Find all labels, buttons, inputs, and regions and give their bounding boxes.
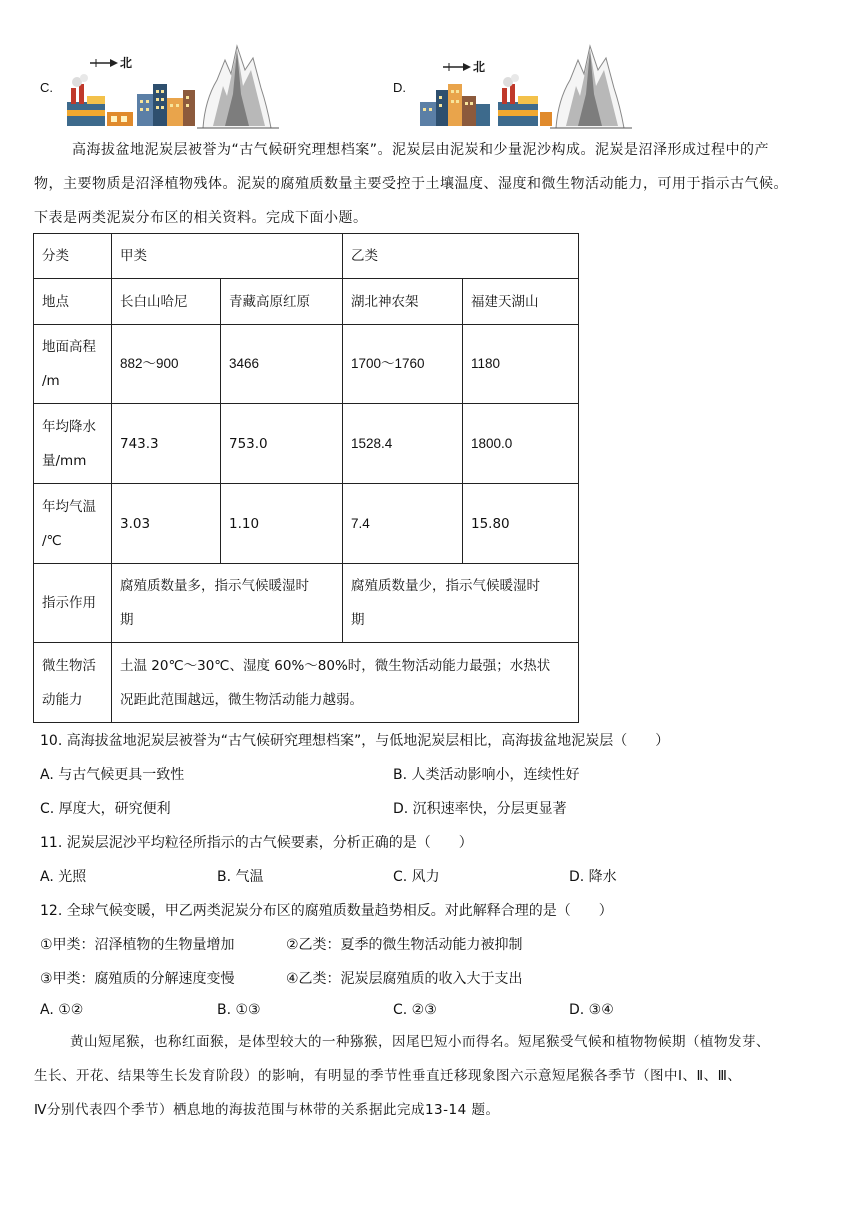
option-d[interactable]: D. ③④ xyxy=(569,1002,614,1018)
site-label: 地点 xyxy=(34,279,112,325)
option-b[interactable]: B. 人类活动影响小，连续性好 xyxy=(393,767,580,783)
option-d[interactable]: D. 沉积速率快，分层更显著 xyxy=(393,801,567,817)
value-cell: 15.80 xyxy=(463,484,579,564)
site-cell: 长白山哈尼 xyxy=(112,279,221,325)
intro-line-3: 下表是两类泥炭分布区的相关资料。完成下面小题。 xyxy=(34,210,368,226)
question-11-stem: 11. 泥炭层泥沙平均粒径所指示的古气候要素，分析正确的是（ ） xyxy=(40,835,473,851)
option-c[interactable]: C. 厚度大，研究便利 xyxy=(40,801,171,817)
peat-data-table xyxy=(33,233,579,723)
microbe-text-line: 土温 20℃～30℃、湿度 60%～80%时，微生物活动能力最强；水热状 xyxy=(120,657,551,674)
class-a-header: 甲类 xyxy=(112,234,343,279)
city-mountain-illustration xyxy=(65,40,285,135)
statement-4: ④乙类：泥炭层腐殖质的收入大于支出 xyxy=(286,971,523,987)
monkey-line-3: Ⅳ分别代表四个季节）栖息地的海拔范围与林带的关系据此完成13-14 题。 xyxy=(34,1102,500,1118)
monkey-line-2: 生长、开花、结果等生长发育阶段）的影响，有明显的季节性垂直迁移现象图六示意短尾猴各季节（图中Ⅰ、Ⅱ、Ⅲ、 xyxy=(34,1068,742,1084)
intro-line-1: 高海拔盆地泥炭层被誉为“古气候研究理想档案”。泥炭层由泥炭和少量泥沙构成。泥炭是沼泽形成过程中的产 xyxy=(72,142,770,158)
precip-label-line: 年均降水 xyxy=(42,418,96,435)
temp-label xyxy=(34,484,112,564)
indicator-a-cell xyxy=(112,564,343,643)
elevation-label-line: 地面高程 xyxy=(42,339,96,355)
site-cell: 青藏高原红原 xyxy=(221,279,343,325)
value-cell: 1180 xyxy=(463,325,579,404)
option-a[interactable]: A. 与古气候更具一致性 xyxy=(40,767,185,783)
option-c[interactable]: C. ②③ xyxy=(393,1002,437,1018)
option-a[interactable]: A. 光照 xyxy=(40,869,87,885)
indicator-a-line: 腐殖质数量多，指示气候暖湿时 xyxy=(120,578,309,594)
microbe-cell xyxy=(112,643,579,723)
table-row xyxy=(34,484,579,564)
figure-c-label: C. xyxy=(40,80,53,95)
value-cell: 882～900 xyxy=(112,325,221,404)
microbe-label xyxy=(34,643,112,723)
table-row xyxy=(34,564,579,643)
monkey-paragraph xyxy=(34,1025,829,1127)
site-cell: 福建天湖山 xyxy=(463,279,579,325)
intro-line-2: 物，主要物质是沼泽植物残体。泥炭的腐殖质数量主要受控于土壤温度、湿度和微生物活动能力，可用于指示古气候。 xyxy=(34,176,788,192)
microbe-text-line: 况距此范围越远，微生物活动能力越弱。 xyxy=(120,691,363,708)
city-mountain-illustration xyxy=(418,40,638,135)
elevation-label-line: /m xyxy=(42,373,60,389)
figure-d xyxy=(393,40,633,135)
option-c[interactable]: C. 风力 xyxy=(393,869,440,885)
north-label: 北 xyxy=(473,60,486,74)
statement-2: ②乙类：夏季的微生物活动能力被抑制 xyxy=(286,937,523,953)
value-cell: 1700～1760 xyxy=(343,325,463,404)
north-label: 北 xyxy=(120,56,133,70)
value-cell: 3.03 xyxy=(112,484,221,564)
precip-label xyxy=(34,404,112,484)
option-d[interactable]: D. 降水 xyxy=(569,869,617,885)
table-row xyxy=(34,325,579,404)
indicator-b-cell xyxy=(343,564,579,643)
temp-label-line: /℃ xyxy=(42,532,62,549)
precip-label-line: 量/mm xyxy=(42,452,87,469)
indicator-b-line: 期 xyxy=(351,612,365,628)
option-a[interactable]: A. ①② xyxy=(40,1002,84,1018)
indicator-a-line: 期 xyxy=(120,612,134,628)
statement-3: ③甲类：腐殖质的分解速度变慢 xyxy=(40,971,235,987)
value-cell: 7.4 xyxy=(343,484,463,564)
table-row xyxy=(34,404,579,484)
class-b-header: 乙类 xyxy=(343,234,579,279)
value-cell: 753.0 xyxy=(221,404,343,484)
indicator-b-line: 腐殖质数量少，指示气候暖湿时 xyxy=(351,578,540,594)
intro-paragraph xyxy=(34,133,829,235)
question-12-stem: 12. 全球气候变暖，甲乙两类泥炭分布区的腐殖质数量趋势相反。对此解释合理的是（ ） xyxy=(40,903,613,919)
elevation-label xyxy=(34,325,112,404)
value-cell: 1528.4 xyxy=(343,404,463,484)
monkey-line-1: 黄山短尾猴，也称红面猴，是体型较大的一种猕猴，因尾巴短小而得名。短尾猴受气候和植物物候期（植物发芽、 xyxy=(70,1034,770,1050)
temp-label-line: 年均气温 xyxy=(42,498,96,515)
table-row xyxy=(34,643,579,723)
category-label: 分类 xyxy=(34,234,112,279)
figure-c xyxy=(40,40,280,135)
value-cell: 3466 xyxy=(221,325,343,404)
microbe-label-line: 微生物活 xyxy=(42,657,96,674)
table-row xyxy=(34,279,579,325)
statement-1: ①甲类：沼泽植物的生物量增加 xyxy=(40,937,235,953)
table-row xyxy=(34,234,579,279)
site-cell: 湖北神农架 xyxy=(343,279,463,325)
figure-d-label: D. xyxy=(393,80,406,95)
option-b[interactable]: B. ①③ xyxy=(217,1002,261,1018)
question-10-stem: 10. 高海拔盆地泥炭层被誉为“古气候研究理想档案”，与低地泥炭层相比，高海拔盆地泥炭层（ ） xyxy=(40,733,670,749)
value-cell: 743.3 xyxy=(112,404,221,484)
option-b[interactable]: B. 气温 xyxy=(217,869,264,885)
value-cell: 1.10 xyxy=(221,484,343,564)
microbe-label-line: 动能力 xyxy=(42,691,83,708)
value-cell: 1800.0 xyxy=(463,404,579,484)
indicator-label: 指示作用 xyxy=(34,564,112,643)
